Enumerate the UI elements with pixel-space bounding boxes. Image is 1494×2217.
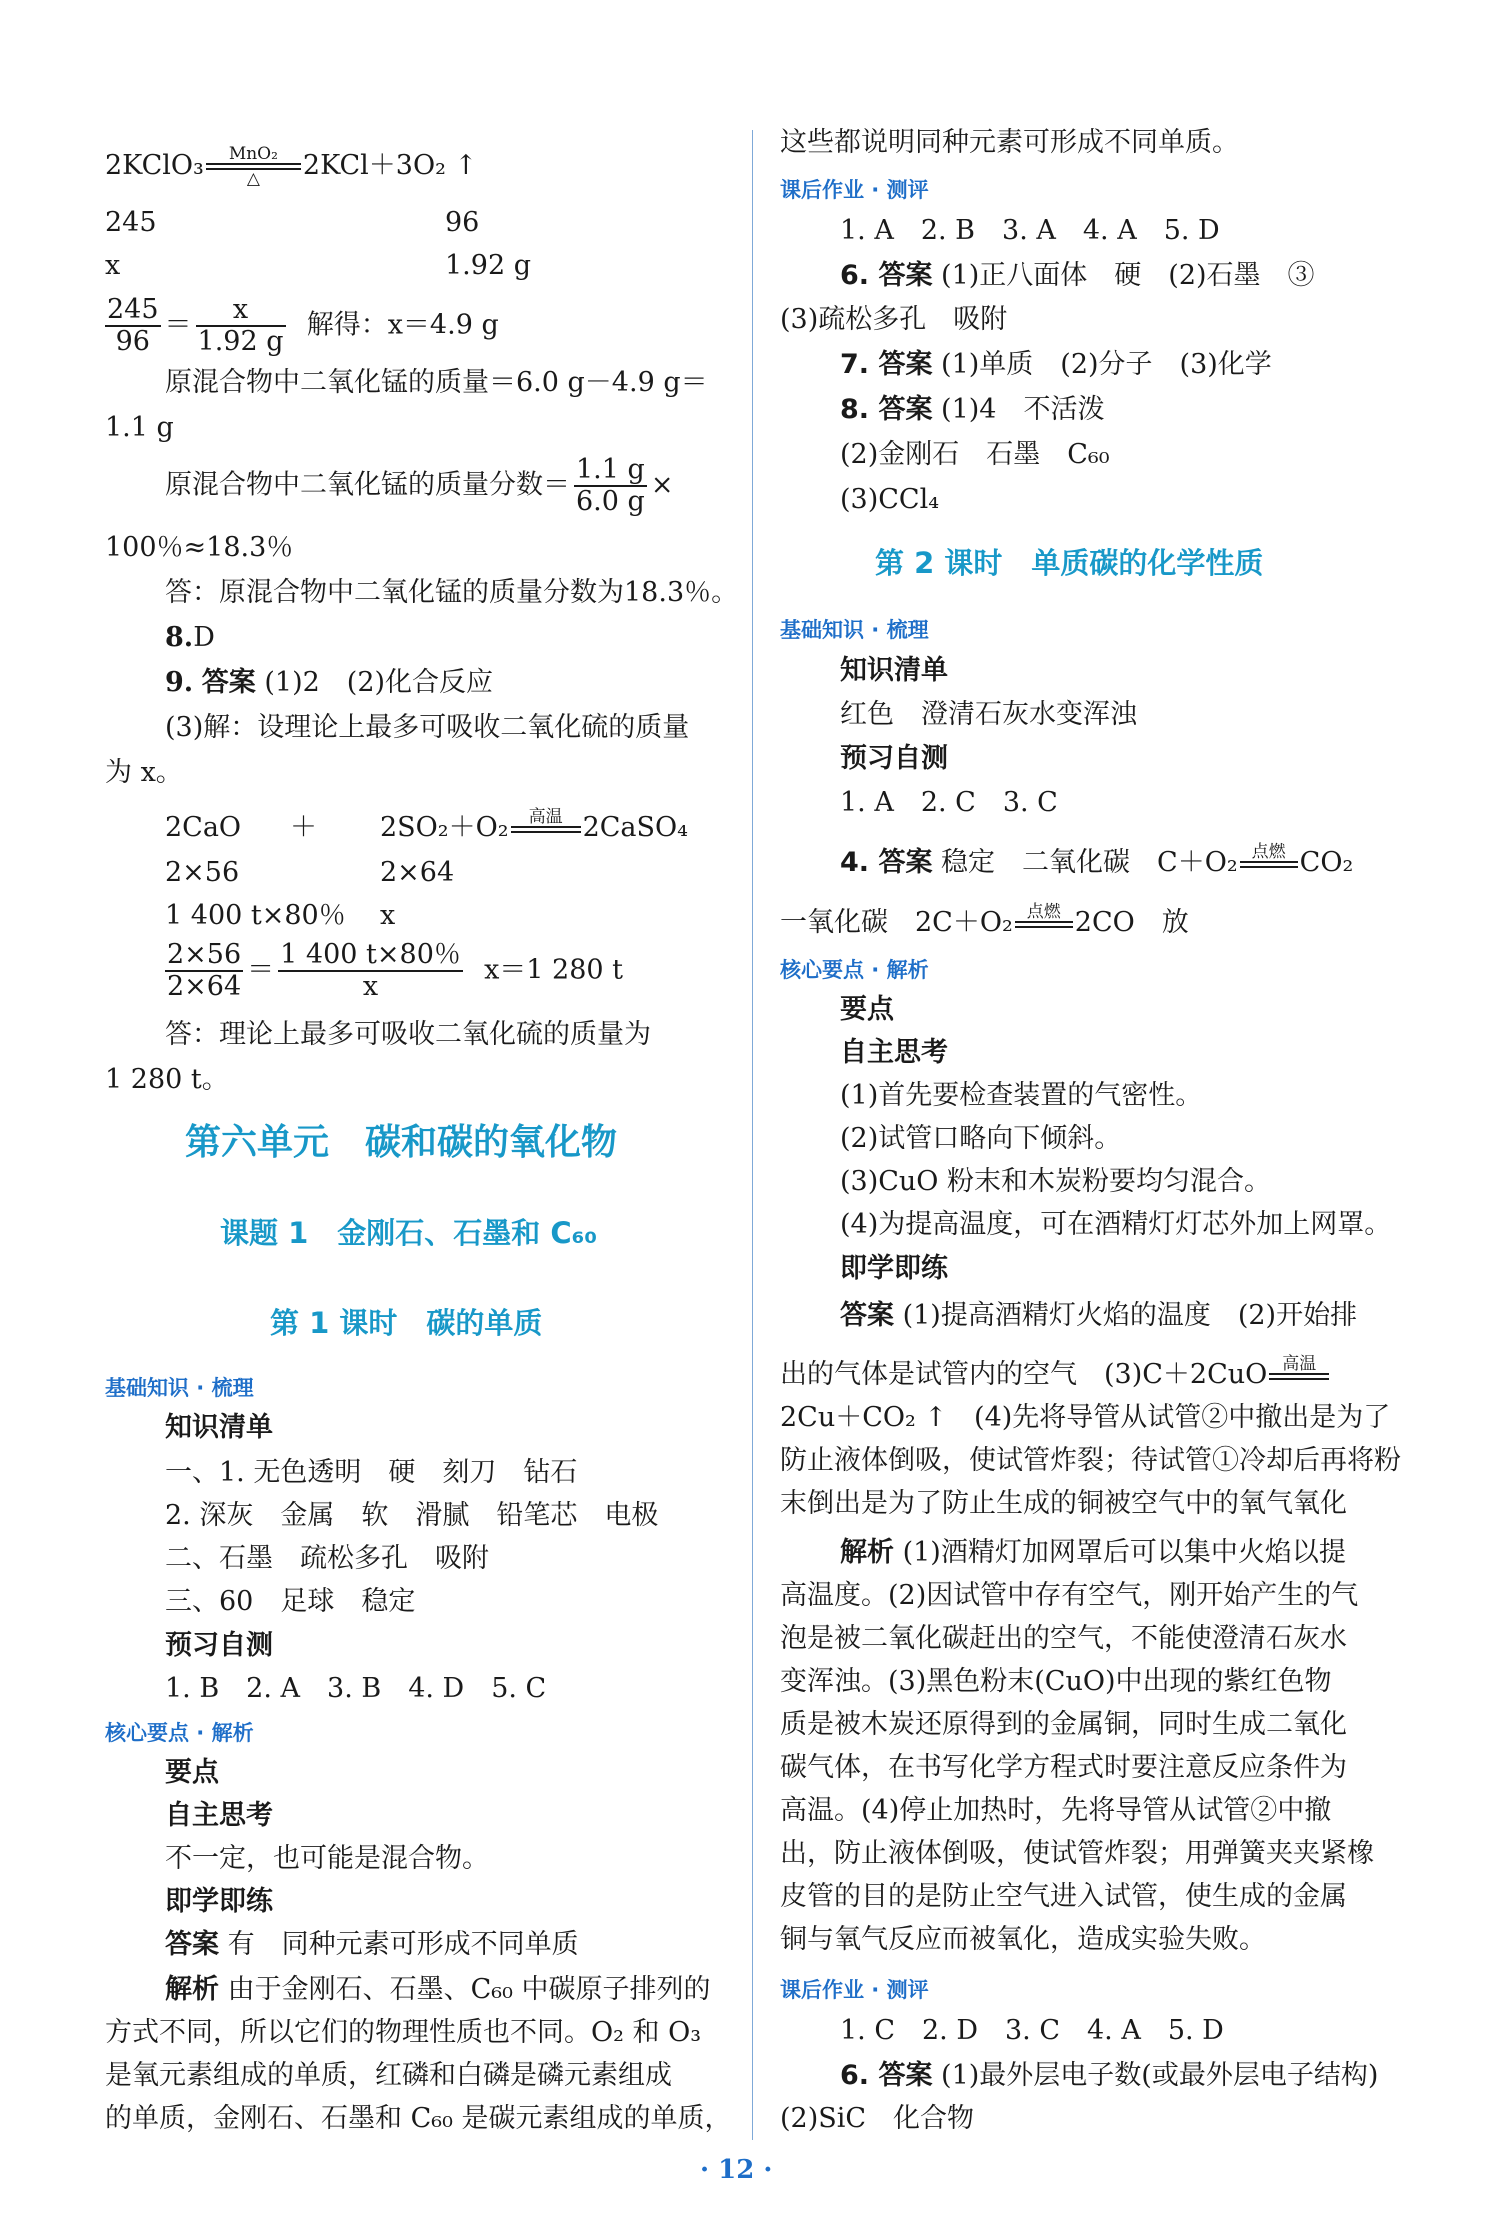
answer-label: 7. 答案 (840, 349, 933, 380)
frac-num: 245 (107, 294, 159, 325)
period-title: 第 2 课时 单质碳的化学性质 (875, 546, 1264, 580)
text-line: 防止液体倒吸，使试管炸裂；待试管①冷却后再将粉 (780, 1445, 1401, 1476)
answer-text: (1)最外层电子数(或最外层电子结构) (941, 2060, 1379, 2091)
answer-row (840, 258, 1315, 294)
text-line: 铜与氧气反应而被氧化，造成实验失败。 (780, 1924, 1266, 1955)
text-line: 高温度。(2)因试管中存有空气，刚开始产生的气 (780, 1580, 1359, 1611)
eq-cond: 点燃 (1026, 902, 1061, 922)
text-line: 高温。(4)停止加热时，先将导管从试管②中撤 (780, 1795, 1332, 1826)
eq-plus: ＋ (290, 812, 317, 843)
proportion-1: $\frac{245}{96}$ ＝ $\frac{x}{1.92 g}$ 解得：x＝4.9 g (107, 294, 499, 357)
answer-label: 答案 (840, 1300, 894, 1331)
answer-label: 8. 答案 (840, 394, 933, 425)
answer-text: 一氧化碳 2C＋O₂ (780, 907, 1013, 938)
eq-rhs: 2KCl＋3O₂ ↑ (302, 150, 478, 181)
text-line: 红色 澄清石灰水变浑浊 (840, 699, 1137, 730)
column-divider (752, 130, 753, 2140)
text-line: 方式不同，所以它们的物理性质也不同。O₂ 和 O₃ (105, 2017, 702, 2048)
subheading: 自主思考 (840, 1037, 948, 1068)
answer-line: 答：理论上最多可吸收二氧化硫的质量为 (165, 1019, 651, 1050)
text-line: (2)SiC 化合物 (780, 2103, 975, 2134)
mass-row (165, 855, 455, 891)
equation-kclo3 (105, 145, 477, 188)
unknown-a: x (105, 250, 121, 281)
answers-line: 1. B 2. A 3. B 4. D 5. C (165, 1673, 547, 1704)
frac-num: 2×56 (167, 939, 242, 970)
answer-row (780, 1354, 1331, 1393)
text-line: 这些都说明同种元素可形成不同单质。 (780, 127, 1239, 158)
section-label: 课后作业 · 测评 (780, 178, 929, 202)
solve-result: 解得：x＝4.9 g (306, 309, 499, 341)
ratio-b: 96 (445, 207, 480, 238)
answer-row (840, 392, 1104, 428)
subheading: 即学即练 (165, 1886, 273, 1917)
text-line: 变浑浊。(3)黑色粉末(CuO)中出现的紫红色物 (780, 1666, 1332, 1697)
section-label: 核心要点 · 解析 (105, 1721, 254, 1745)
eq-heat: △ (246, 169, 260, 189)
period-title: 第 1 课时 碳的单质 (270, 1306, 543, 1340)
answer-text: 稳定 二氧化碳 C＋O₂ (941, 847, 1238, 878)
answer-text: 2CO 放 (1074, 907, 1189, 938)
ratio-a: 245 (105, 207, 157, 238)
answers-line: 1. C 2. D 3. C 4. A 5. D (840, 2015, 1224, 2046)
answer-row (780, 902, 1189, 941)
answer-label: 4. 答案 (840, 847, 933, 878)
text-line: (3)CCl₄ (840, 484, 940, 515)
text-line: (2)金刚石 石墨 C₆₀ (840, 439, 1110, 470)
amount-b: x (380, 900, 396, 931)
eq-b: 2SO₂＋O₂ (380, 812, 509, 843)
answers-line: 1. A 2. C 3. C (840, 787, 1058, 818)
answer-line: 答：原混合物中二氧化锰的质量分数为18.3％。 (165, 577, 739, 608)
eq-c: 2CaSO₄ (582, 812, 688, 843)
text-line: (1)首先要检查装置的气密性。 (840, 1080, 1203, 1111)
text-line: 2Cu＋CO₂ ↑ (4)先将导管从试管②中撤出是为了 (780, 1402, 1391, 1433)
lesson-title: 课题 1 金刚石、石墨和 C₆₀ (220, 1216, 598, 1250)
subheading: 要点 (165, 1757, 219, 1788)
subheading: 即学即练 (840, 1253, 948, 1284)
q-num: 8. (165, 622, 194, 653)
eq-cond: 高温 (1282, 1354, 1317, 1374)
unit-title: 第六单元 碳和碳的氧化物 (185, 1122, 618, 1163)
answer-text: 出的气体是试管内的空气 (3)C＋2CuO (780, 1359, 1268, 1390)
text-line: 二、石墨 疏松多孔 吸附 (165, 1543, 489, 1574)
subheading: 自主思考 (165, 1800, 273, 1831)
analysis-text: 由于金刚石、石墨、C₆₀ 中碳原子排列的 (227, 1974, 711, 2005)
frac-den: 2×64 (167, 971, 242, 1002)
fraction-line (165, 455, 673, 517)
answer-text: (1)提高酒精灯火焰的温度 (2)开始排 (902, 1300, 1358, 1331)
answer-row (840, 2058, 1378, 2094)
analysis-label: 解析 (840, 1537, 894, 1568)
answer-row (840, 842, 1354, 881)
answer-text: (1)单质 (2)分子 (3)化学 (941, 349, 1272, 380)
section-label: 基础知识 · 梳理 (780, 618, 929, 642)
q-text: (1)2 (2)化合反应 (264, 667, 494, 698)
text-line: 泡是被二氧化碳赶出的空气，不能使澄清石灰水 (780, 1623, 1347, 1654)
ratio-row (105, 205, 480, 241)
eq-lhs: 2KClO₃ (105, 150, 204, 181)
eq-cond: 高温 (528, 807, 563, 827)
answer-row (840, 347, 1272, 383)
answers-line: 1. A 2. B 3. A 4. A 5. D (840, 215, 1220, 246)
answer-label: 答案 (165, 1929, 219, 1960)
analysis-row (840, 1535, 1346, 1571)
text-line: (3)疏松多孔 吸附 (780, 304, 1008, 335)
unknown-b: 1.92 g (445, 250, 531, 281)
q8 (165, 620, 215, 656)
text-line: 碳气体，在书写化学方程式时要注意反应条件为 (780, 1752, 1347, 1783)
frac-num: 1.1 g (576, 454, 645, 485)
amount-a: 1 400 t×80％ (165, 900, 346, 931)
text-line: 的单质，金刚石、石墨和 C₆₀ 是碳元素组成的单质， (105, 2103, 732, 2134)
text-line: 2. 深灰 金属 软 滑腻 铅笔芯 电极 (165, 1500, 659, 1531)
answer-text: (1)4 不活泼 (941, 394, 1105, 425)
q-text: D (193, 622, 215, 653)
answer-text: 有 同种元素可形成不同单质 (227, 1929, 579, 1960)
text-line: (3)解：设理论上最多可吸收二氧化硫的质量 (165, 712, 690, 743)
frac-den: 6.0 g (576, 486, 645, 517)
answer-label: 答案 (201, 667, 256, 698)
text-line: 末倒出是为了防止生成的铜被空气中的氧气氧化 (780, 1488, 1347, 1519)
subheading: 要点 (840, 994, 894, 1025)
text-line: 100％≈18.3％ (105, 532, 294, 563)
unknown-row (105, 248, 531, 284)
mass-b: 2×64 (380, 857, 455, 888)
text-line: 出，防止液体倒吸，使试管炸裂；用弹簧夹夹紧橡 (780, 1838, 1374, 1869)
frac-num: x (196, 295, 286, 327)
section-label: 课后作业 · 测评 (780, 1978, 929, 2002)
text-line: (2)试管口略向下倾斜。 (840, 1123, 1122, 1154)
answer-row (165, 1927, 579, 1963)
answer-label: 6. 答案 (840, 260, 933, 291)
section-label: 基础知识 · 梳理 (105, 1376, 254, 1400)
text-line: 质是被木炭还原得到的金属铜，同时生成二氧化 (780, 1709, 1347, 1740)
text-line: 是氧元素组成的单质，红磷和白磷是磷元素组成 (105, 2060, 672, 2091)
text-line: (4)为提高温度，可在酒精灯灯芯外加上网罩。 (840, 1209, 1392, 1240)
answer-row (840, 1298, 1357, 1334)
subheading: 知识清单 (165, 1412, 273, 1443)
text: × (650, 469, 674, 501)
text-line: 为 x。 (105, 757, 183, 788)
analysis-text: (1)酒精灯加网罩后可以集中火焰以提 (902, 1537, 1346, 1568)
answer-label: 6. 答案 (840, 2060, 933, 2091)
frac-den: 96 (115, 326, 150, 357)
answer-text: CO₂ (1299, 847, 1354, 878)
amount-row (165, 898, 396, 934)
frac-den: x (362, 971, 379, 1002)
equation-caso4 (165, 807, 688, 846)
page-number: · 12 · (700, 2155, 773, 2185)
subheading: 预习自测 (840, 743, 948, 774)
q-num: 9. (165, 667, 194, 698)
text-line: 原混合物中二氧化锰的质量＝6.0 g－4.9 g＝ (165, 367, 708, 398)
text-line: 1 280 t。 (105, 1064, 229, 1095)
proportion-2: $\frac{2\times 56}{2\times 64}$ ＝ $\frac{1 400 t\times 80\%}{x}$ x＝1 280 t (167, 939, 624, 1002)
text-line: (3)CuO 粉末和木炭粉要均匀混合。 (840, 1166, 1272, 1197)
text-line: 三、60 足球 稳定 (165, 1586, 416, 1617)
mass-a: 2×56 (165, 857, 240, 888)
text: 原混合物中二氧化锰的质量分数＝ (165, 469, 570, 501)
text-line: 一、1. 无色透明 硬 刻刀 钻石 (165, 1457, 578, 1488)
q9 (165, 665, 493, 701)
frac-den: 1.92 g (197, 326, 284, 357)
subheading: 预习自测 (165, 1630, 273, 1661)
frac-num: 1 400 t×80％ (280, 939, 461, 970)
eq-cond: 点燃 (1251, 842, 1286, 862)
eq-a: 2CaO (165, 812, 242, 843)
subheading: 知识清单 (840, 655, 948, 686)
eq-catalyst: MnO₂ (228, 144, 278, 164)
text-line: 1.1 g (105, 412, 174, 443)
section-label: 核心要点 · 解析 (780, 958, 929, 982)
text-line: 不一定，也可能是混合物。 (165, 1843, 489, 1874)
answer-text: (1)正八面体 硬 (2)石墨 ③ (941, 260, 1315, 291)
analysis-label: 解析 (165, 1974, 219, 2005)
analysis-row (165, 1972, 710, 2008)
solve-result: x＝1 280 t (484, 954, 624, 986)
text-line: 皮管的目的是防止空气进入试管，使生成的金属 (780, 1881, 1347, 1912)
